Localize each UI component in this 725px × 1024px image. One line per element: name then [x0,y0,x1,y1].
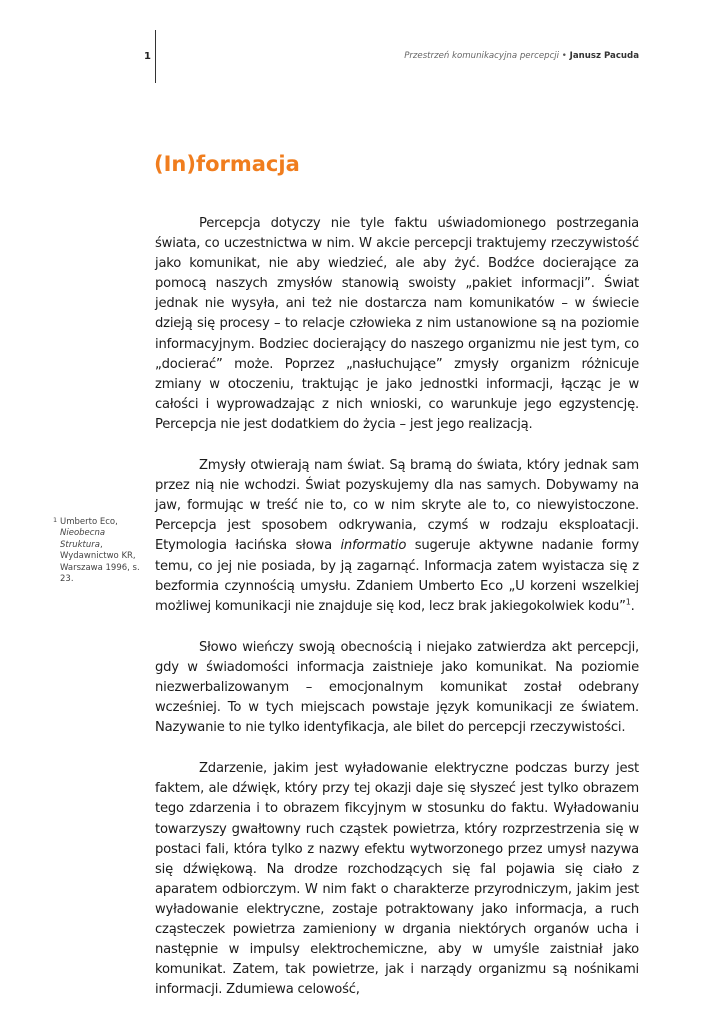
header-separator: • [559,51,570,61]
footnote-mark: 1 [53,516,58,524]
paragraph-2-italic-term: informatio [340,538,407,554]
page-number: 1 [144,51,151,62]
chapter-title: (In)formacja [154,152,300,176]
body-text [155,214,639,1021]
running-header [404,51,639,61]
paragraph-2-end: . [630,598,635,614]
paragraph-2 [155,456,639,617]
footnote-title: Nieobecna Struktura [60,528,106,550]
running-title: Przestrzeń komunikacyjna percepcji [404,51,560,61]
paragraph-2-text-b: sugeruje aktywne nadanie formy temu, co jej nie posiada, by ją zagarnąć. Informacja zatem wyistacza się z bezformia czynnością umysłu. Zdaniem Umberto Eco „U korzeni wszelkiej możliwej komunikacji nie znajduje się kod, lecz brak jakiegokolwiek kodu” [155,538,639,614]
paragraph-4: Zdarzenie, jakim jest wyładowanie elektryczne podczas burzy jest faktem, ale dźwięk, który przy tej okazji daje się słyszeć jest tylko obrazem tego zdarzenia i to obrazem fikcyjnym w stosunku do faktu. Wyładowaniu towarzyszy gwałtowny ruch cząstek powietrza, który rozprzestrzenia się w postaci fali, która tylko z nazwy efektu wytworzonego przez umysł nazywa się dźwiękową. Na drodze rozchodzących się fal pojawia się ciało z aparatem odbiorczym. W nim fakt o charakterze przyrodniczym, jakim jest wyładowanie elektryczne, zostaje potraktowany jako informacja, a ruch cząsteczek powietrza zamieniony w drgania niektórych organów ucha i następnie w impulsy elektrochemiczne, aby w umyśle zaistniał jako komunikat. Zatem, tak powietrze, jak i narządy organizmu są nośnikami informacji. Zdumiewa celowość, [155,761,639,998]
footnote-body [60,517,143,585]
paragraph-3: Słowo wieńczy swoją obecnością i niejako zatwierdza akt percepcji, gdy w świadomości informacja zaistnieje jako komunikat. Na poziomie niezwerbalizowanym – emocjonalnym komunikat został odebrany wcześniej. To w tych miejscach powstaje język komunikacji ze światem. Nazywanie to nie tylko identyfikacja, ale bilet do percepcji rzeczywistości. [155,639,639,736]
paragraph-2-text-a: Zmysły otwierają nam świat. Są bramą do świata, który jednak sam przez nią nie wchodzi. Świat pozyskujemy dla nas samych. Dobywamy na jaw, formując w treść nie to, co w nim skryte ale to, co niewyistoczone. Percepcja jest sposobem odkrywania, czymś w rodzaju eksploatacji. Etymologia łacińska słowa [155,458,639,554]
footnote-author: Umberto Eco, [60,517,118,527]
footnote-reference: 1 [625,597,631,607]
footnote [53,517,143,585]
header-divider [155,30,156,83]
running-author: Janusz Pacuda [569,51,639,61]
footnote-details: , Wydawnictwo KR, Warszawa 1996, s. 23. [60,539,140,585]
paragraph-1: Percepcja dotyczy nie tyle faktu uświadomionego postrzegania świata, co uczestnictwa w nim. W akcie percepcji traktujemy rzeczywistość jako komunikat, nie aby wiedzieć, ale aby żyć. Bodźce docierające za pomocą naszych zmysłów stanowią swoisty „pakiet informacji”. Świat jednak nie wysyła, ani też nie dostarcza nam komunikatów – w świecie dzieją się procesy – to relacje człowieka z nim ustanowione są na poziomie informacyjnym. Bodziec docierający do naszego organizmu nie jest tym, co „docierać” może. Poprzez „nasłuchujące” zmysły organizm różnicuje zmiany w otoczeniu, traktując je jako jednostki informacji, łącząc je w całości i wyprowadzając z nich wnioski, co warunkuje jego egzystencję. Percepcja nie jest dodatkiem do życia – jest jego realizacją. [155,216,639,432]
